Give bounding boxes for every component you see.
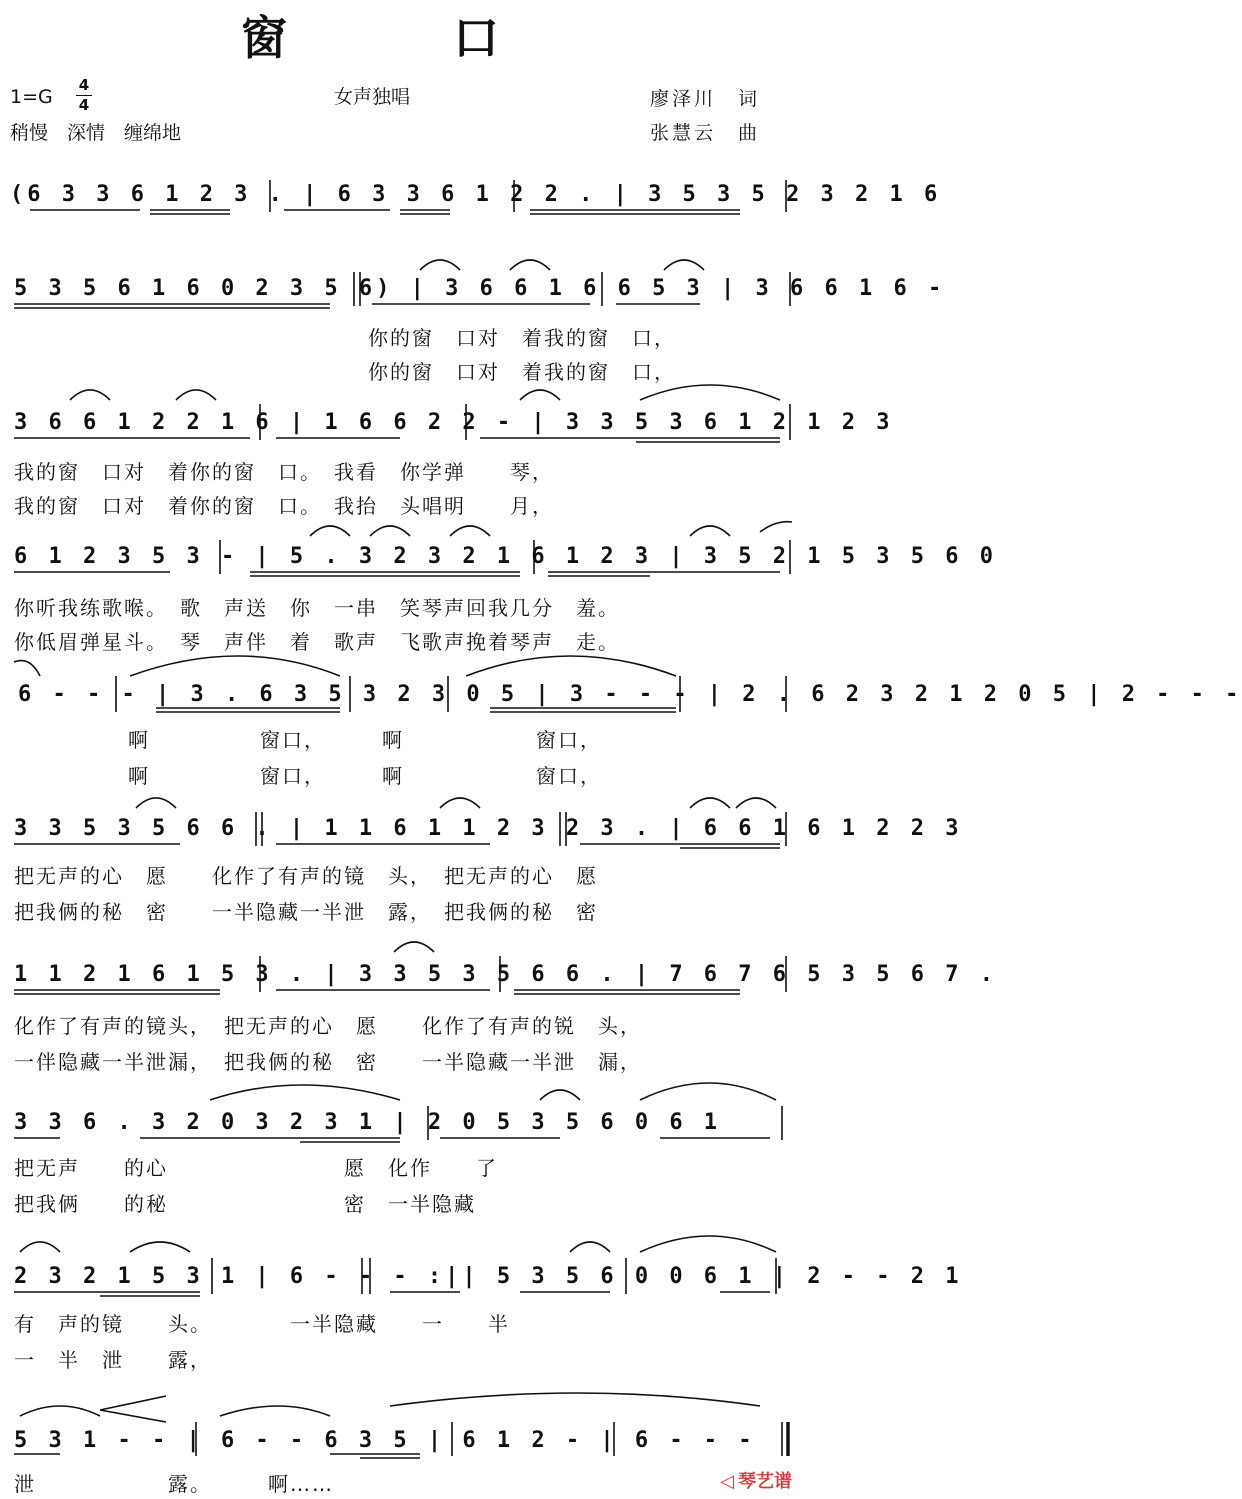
tempo-marking: 稍慢 深情 缠绵地 xyxy=(10,122,182,144)
slur xyxy=(690,798,730,808)
slur xyxy=(20,1242,60,1252)
slur xyxy=(510,260,550,270)
slur xyxy=(520,390,560,400)
slur xyxy=(440,798,480,808)
score-row-7-lyric-2: 一伴隐藏一半泄漏， 把我俩的秘 密 一半隐藏一半泄 漏， xyxy=(14,1050,642,1074)
slur xyxy=(640,1083,776,1100)
slur xyxy=(220,1406,330,1416)
score-row-6-lyric-1: 把无声的心 愿 化作了有声的镜 头， 把无声的心 愿 xyxy=(14,864,598,888)
slur xyxy=(370,526,410,536)
song-title: 窗 口 xyxy=(241,11,559,65)
slur xyxy=(640,1236,776,1252)
score-row-2-lyric-2: 你的窗 口对 着我的窗 口， xyxy=(368,360,676,384)
slur xyxy=(640,385,780,400)
slur xyxy=(130,1242,190,1252)
key-signature: 1=G xyxy=(10,86,53,108)
slur xyxy=(450,526,490,536)
score-row-6-lyric-2: 把我俩的秘 密 一半隐藏一半泄 露， 把我俩的秘 密 xyxy=(14,900,598,924)
score-row-3-lyric-2: 我的窗 口对 着你的窗 口。 我抬 头唱明 月， xyxy=(14,494,554,518)
qinyipu-logo-icon: ◁ xyxy=(720,1471,734,1492)
score-row-4-notes: 6 1 2 3 5 3 - | 5 . 3 2 3 2 1 6 1 2 3 | 3 5 2 1 5 3 5 6 0 xyxy=(14,544,997,569)
performance-note: 女声独唱 xyxy=(334,86,411,108)
score-row-9-notes: 2 3 2 1 5 3 1 | 6 - - - :|| 5 3 5 6 0 0 6 1 | 2 - - 2 1 xyxy=(14,1264,963,1289)
score-row-3-notes: 3 6 6 1 2 2 1 6 | 1 6 6 2 2 - | 3 3 5 3 6 1 2 1 2 3 xyxy=(14,410,894,435)
slur xyxy=(136,798,176,808)
slur xyxy=(664,260,704,270)
score-row-10-lyric-1: 泄 露。 啊…… xyxy=(14,1472,334,1496)
time-signature-top: 4 xyxy=(78,76,90,94)
score-row-9-lyric-1: 有 声的镜 头。 一半隐藏 一 半 xyxy=(14,1312,510,1336)
slur xyxy=(540,1090,580,1100)
slur xyxy=(14,661,40,676)
score-row-7-lyric-1: 化作了有声的镜头， 把无声的心 愿 化作了有声的锐 头， xyxy=(14,1014,642,1038)
composer-credit: 张慧云 曲 xyxy=(650,122,761,144)
score-row-8-notes: 3 3 6 . 3 2 0 3 2 3 1 | 2 0 5 3 5 6 0 6 1 xyxy=(14,1110,722,1135)
score-row-5-lyric-2: 啊 窗口， 啊 窗口， xyxy=(128,764,602,788)
slur xyxy=(466,656,676,676)
slur xyxy=(70,390,110,400)
slur xyxy=(130,656,340,676)
decrescendo-hairpin xyxy=(100,1396,166,1422)
watermark-text: 琴艺谱 xyxy=(738,1471,792,1492)
score-row-4-lyric-1: 你听我练歌喉。 歌 声送 你 一串 笑琴声回我几分 羞。 xyxy=(14,596,620,620)
score-row-6-notes: 3 3 5 3 5 6 6 . | 1 1 6 1 1 2 3 2 3 . | 6 6 1 6 1 2 2 3 xyxy=(14,816,963,841)
score-row-8-lyric-1: 把无声 的心 愿 化作 了 xyxy=(14,1156,498,1180)
slur xyxy=(570,1242,610,1252)
score-row-2-lyric-1: 你的窗 口对 着我的窗 口， xyxy=(368,326,676,350)
score-row-1-notes: (6 3 3 6 1 2 3 . | 6 3 3 6 1 2 2 . | 3 5 3 5 2 3 2 1 6 xyxy=(10,182,942,207)
slur xyxy=(420,260,460,270)
slur xyxy=(736,798,776,808)
lyricist-credit: 廖泽川 词 xyxy=(650,88,761,110)
slur xyxy=(760,522,792,532)
score-row-7-notes: 1 1 2 1 6 1 5 3 . | 3 3 5 3 5 6 6 . | 7 6 7 6 5 3 5 6 7 . xyxy=(14,962,997,987)
slur xyxy=(394,942,434,952)
score-row-3-lyric-1: 我的窗 口对 着你的窗 口。 我看 你学弹 琴， xyxy=(14,460,554,484)
slur xyxy=(690,526,730,536)
time-signature-bottom: 4 xyxy=(76,95,92,114)
score-row-5-lyric-1: 啊 窗口， 啊 窗口， xyxy=(128,728,602,752)
score-row-8-lyric-2: 把我俩 的秘 密 一半隐藏 xyxy=(14,1192,476,1216)
score-row-4-lyric-2: 你低眉弹星斗。 琴 声伴 着 歌声 飞歌声挽着琴声 走。 xyxy=(14,630,620,654)
score-row-9-lyric-2: 一 半 泄 露， xyxy=(14,1348,212,1372)
score-row-10-notes: 5 3 1 - - | 6 - - 6 3 5 | 6 1 2 - | 6 - - - xyxy=(14,1428,756,1453)
score-row-5-notes: 6 - - - | 3 . 6 3 5 3 2 3 0 5 | 3 - - - | 2 . 6 2 3 2 1 2 0 5 | 2 - - - xyxy=(18,682,1242,707)
slur xyxy=(390,1393,760,1406)
slur xyxy=(310,526,350,536)
slur xyxy=(210,1085,400,1100)
score-row-2-notes: 5 3 5 6 1 6 0 2 3 5 6) | 3 6 6 1 6 6 5 3 | 3 6 6 1 6 - xyxy=(14,276,946,301)
slur xyxy=(176,390,216,400)
slur xyxy=(20,1406,100,1416)
